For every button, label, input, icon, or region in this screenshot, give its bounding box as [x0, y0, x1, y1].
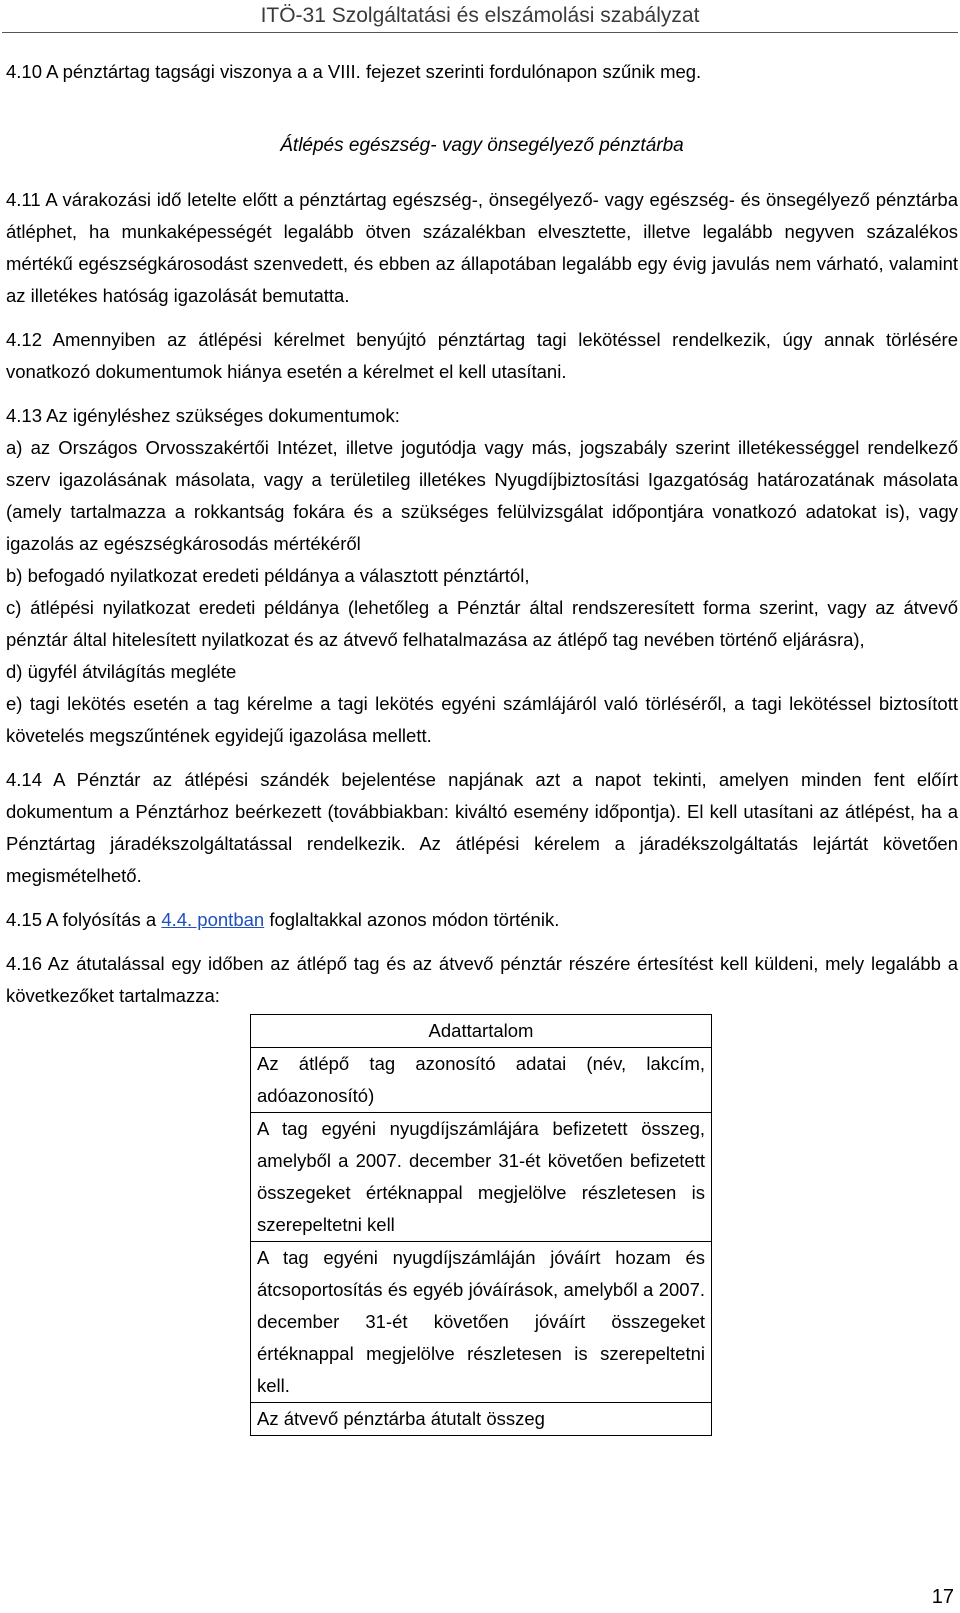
table-cell: Az átlépő tag azonosító adatai (név, lakcím, adóazonosító)	[251, 1048, 712, 1113]
table-header-row	[251, 1015, 712, 1048]
list-item-a: a) az Országos Orvosszakértői Intézet, illetve jogutódja vagy más, jogszabály szerint illetékességgel rendelkező szerv igazolásának másolata, vagy a területileg illetékes Nyugdíjbiztosítási Igazgatóság határozatának másolata (amely tartalmazza a rokkantság fokára és a szükséges felülvizsgálat időpontjára vonatkozó adatokat is), vagy igazolás az egészségkárosodás mértékéről	[6, 437, 958, 554]
table-cell: A tag egyéni nyugdíjszámlájára befizetett összeg, amelyből a 2007. december 31-ét követően befizetett összegeket értéknappal megjelölve részletesen is szerepeltetni kell	[251, 1113, 712, 1242]
paragraph-4-14: 4.14 A Pénztár az átlépési szándék bejelentése napjának azt a napot tekinti, amelyen minden fent előírt dokumentum a Pénztárhoz beérkezett (továbbiakban: kiváltó esemény időpontja). El kell utasítani az átlépést, ha a Pénztártag járadékszolgáltatással rendelkezik. Az átlépési kérelem a járadékszolgáltatás lejártát követően megismételhető.	[6, 769, 958, 886]
table-cell: A tag egyéni nyugdíjszámláján jóváírt hozam és átcsoportosítás és egyéb jóváírások, amelyből a 2007. december 31-ét követően jóváírt összegeket értéknappal megjelölve részletesen is szerepeltetni kell.	[251, 1242, 712, 1403]
table-header-cell: Adattartalom	[251, 1015, 712, 1048]
page-header	[0, 0, 960, 32]
page-number: 17	[931, 1586, 954, 1608]
header-divider	[2, 32, 958, 33]
list-item-d: d) ügyfél átvilágítás megléte	[6, 661, 237, 682]
table-row	[251, 1048, 712, 1113]
section-heading: Átlépés egészség- vagy önsegélyező pénztárba	[280, 135, 684, 156]
paragraph-4-10: 4.10 A pénztártag tagsági viszonya a a VIII. fejezet szerinti fordulónapon szűnik meg.	[6, 61, 702, 82]
table-row	[251, 1242, 712, 1403]
table-cell: Az átvevő pénztárba átutalt összeg	[251, 1403, 712, 1436]
table-row	[251, 1113, 712, 1242]
paragraph-4-15	[6, 904, 958, 936]
data-content-table	[250, 1014, 712, 1436]
paragraph-4-13-intro: 4.13 Az igényléshez szükséges dokumentumok:	[6, 405, 400, 426]
table-row	[251, 1403, 712, 1436]
paragraph-4-15-start: 4.15 A folyósítás a	[6, 909, 162, 930]
document-body	[6, 56, 958, 1436]
paragraph-4-16: 4.16 Az átutalással egy időben az átlépő tag és az átvevő pénztár részére értesítést kell küldeni, mely legalább a következőket tartalmazza:	[6, 953, 958, 1006]
list-item-c: c) átlépési nyilatkozat eredeti példánya (lehetőleg a Pénztár által rendszeresített forma szerint, vagy az átvevő pénztár által hitelesített nyilatkozat és az átvevő felhatalmazása az átlépő tag nevében történő eljárásra),	[6, 597, 958, 650]
list-item-b: b) befogadó nyilatkozat eredeti példánya a választott pénztártól,	[6, 565, 530, 586]
document-title: ITÖ-31 Szolgáltatási és elszámolási szabályzat	[260, 4, 700, 27]
paragraph-4-12: 4.12 Amennyiben az átlépési kérelmet benyújtó pénztártag tagi lekötéssel rendelkezik, úgy annak törlésére vonatkozó dokumentumok hiánya esetén a kérelmet el kell utasítani.	[6, 329, 958, 382]
paragraph-4-11: 4.11 A várakozási idő letelte előtt a pénztártag egészség-, önsegélyező- vagy egészség- és önsegélyező pénztárba átléphet, ha munkaképességét legalább ötven százalékban elvesztette, illetve legalább negyven százalékos mértékű egészségkárosodást szenvedett, és ebben az állapotában legalább egy évig javulás nem várható, valamint az illetékes hatóság igazolását bemutatta.	[6, 189, 958, 306]
section-4-4-link[interactable]: 4.4. pontban	[161, 909, 265, 930]
list-item-e: e) tagi lekötés esetén a tag kérelme a tagi lekötés egyéni számlájáról való törléséről, a tagi lekötéssel biztosított követelés megszűntének egyidejű igazolása mellett.	[6, 693, 958, 746]
paragraph-4-15-end: foglaltakkal azonos módon történik.	[264, 909, 560, 930]
